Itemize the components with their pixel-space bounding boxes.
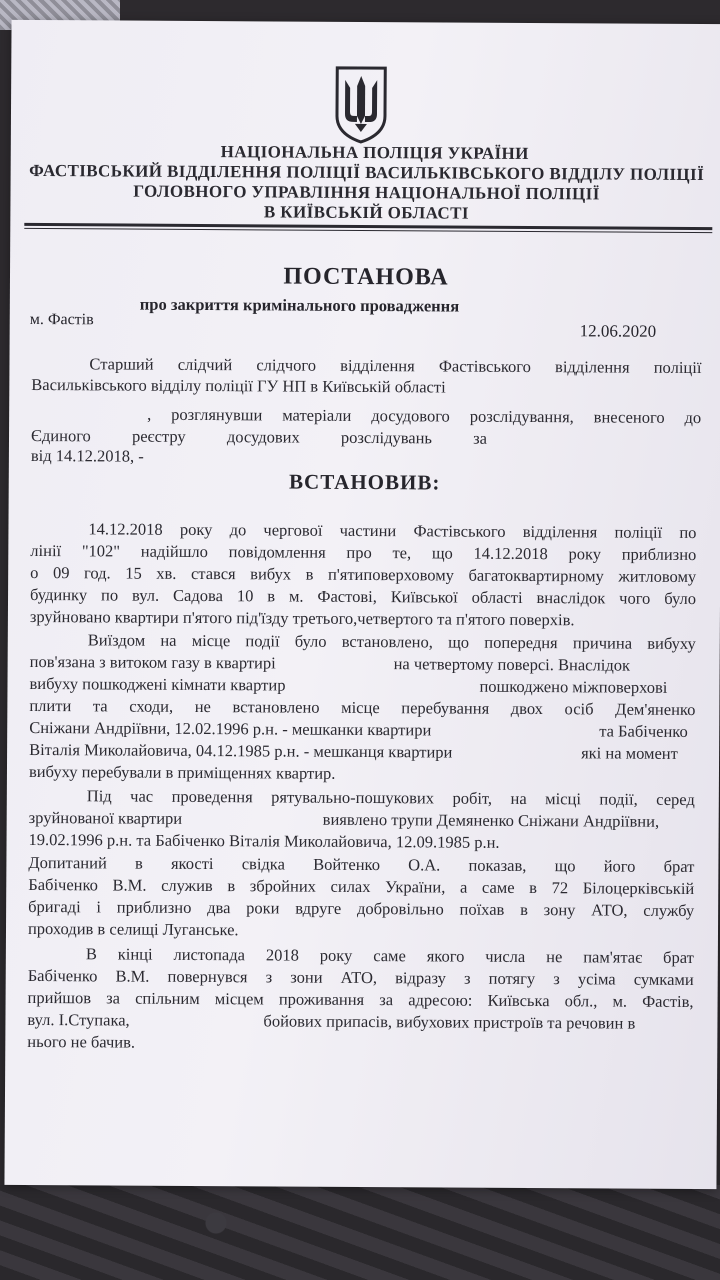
section-heading: ВСТАНОВИВ: [289, 469, 441, 495]
header-line-1: НАЦІОНАЛЬНА ПОЛІЦІЯ УКРАЇНИ [220, 142, 529, 163]
header-line-4: В КИЇВСЬКІЙ ОБЛАСТІ [263, 202, 469, 223]
body-line-9: плити та сходи, не встановлено місце перебування двох осіб Дем'яненко [29, 695, 696, 720]
intro-line-4: Єдиного реєстру досудових розслідувань за [30, 425, 488, 448]
body-line-10a: Сніжани Андріївни, 12.02.1996 р.н. - мешканки квартири [29, 717, 432, 740]
body-line-8a: вибуху пошкоджені кімнати квартир [29, 673, 286, 695]
body-line-20: В кінці листопада 2018 року саме якого числа не пам'ятає брат [85, 944, 694, 968]
body-line-6: Виїздом на місце події було встановлено, що попередня причина вибуху [87, 630, 696, 654]
body-line-15: 19.02.1996 р.н. та Бабіченко Віталія Миколайовича, 12.09.1985 р.н. [28, 829, 500, 852]
document-page [4, 20, 720, 1189]
intro-line-5: від 14.12.2018, - [30, 445, 144, 466]
body-line-4: будинку по вул. Садова 10 в м. Фастові, Київської області внаслідок чого було [29, 584, 697, 609]
body-line-24: нього не бачив. [27, 1031, 136, 1052]
document-title: ПОСТАНОВА [283, 263, 449, 291]
intro-line-2: Васильківського відділу поліції ГУ НП в Київській області [31, 374, 446, 397]
document-date: 12.06.2020 [579, 321, 657, 341]
trident-emblem-icon [333, 64, 389, 144]
body-line-18: бригаді і приблизно два роки вдруге добровільно поїхав в зону АТО, службу [28, 896, 695, 921]
body-line-14b: виявлено трупи Демяненко Сніжани Андріївни, [322, 809, 660, 831]
document-subtitle: про закриття кримінального провадження [139, 294, 460, 316]
body-line-8b: пошкоджено міжповерхові [479, 676, 668, 697]
body-line-21: Бабіченко В.М. повернувся з зони АТО, відразу з потягу з усіма сумками [27, 965, 694, 990]
body-line-22: прийшов за спільним місцем проживання за адресою: Київська обл., м. Фастів, [27, 987, 694, 1012]
body-line-23b: бойових припасів, вибухових пристроїв та речовин в [263, 1011, 636, 1033]
header-line-3: ГОЛОВНОГО УПРАВЛІННЯ НАЦІОНАЛЬНОЇ ПОЛІЦІЇ [133, 181, 600, 204]
body-line-1: 14.12.2018 року до чергової частини Фастівського відділення поліції по [88, 519, 697, 543]
intro-line-3: , розглянувши матеріали досудового розслідування, внесеного до [147, 404, 702, 428]
table-surface [0, 1185, 720, 1280]
body-line-7b: на четвертому поверсі. Внаслідок [393, 654, 631, 675]
body-line-12: вибуху перебували в приміщеннях квартир. [28, 761, 336, 783]
body-line-5: зруйновано квартири п'ятого під'їзду третього,четвертого та п'ятого поверхів. [29, 606, 575, 630]
body-line-16: Допитаний в якості свідка Войтенко О.А. показав, що його брат [28, 852, 695, 877]
body-line-11a: Віталія Миколайовича, 04.12.1985 р.н. - мешканця квартири [29, 739, 453, 762]
body-line-11b: які на момент [581, 743, 678, 763]
intro-line-1: Старший слідчий слідчого відділення Фастівського відділення поліції [89, 354, 702, 378]
body-line-10b: та Бабіченко [599, 721, 688, 741]
body-line-17: Бабіченко В.М. служив в збройних силах України, а саме в 72 Білоцерківській [28, 874, 695, 899]
body-line-7a: пов'язана з витоком газу в квартирі [29, 651, 276, 673]
body-line-14a: зруйнованої квартири [28, 807, 183, 828]
body-line-3: о 09 год. 15 хв. стався вибух в п'ятиповерховому багатоквартирному житловому [30, 562, 697, 587]
body-line-13: Під час проведення рятувально-пошукових робіт, на місці події, серед [86, 786, 695, 810]
header-line-2: ФАСТІВСЬКИЙ ВІДДІЛЕННЯ ПОЛІЦІЇ ВАСИЛЬКІВСЬКОГО ВІДДІЛУ ПОЛІЦІЇ [29, 160, 705, 185]
body-line-19: проходив в селищі Луганське. [27, 918, 239, 940]
body-line-2: лінії "102" надійшло повідомлення про те, що 14.12.2018 року приблизно [30, 540, 697, 565]
document-place: м. Фастів [29, 310, 94, 329]
body-line-23a: вул. І.Ступака, [27, 1009, 130, 1030]
